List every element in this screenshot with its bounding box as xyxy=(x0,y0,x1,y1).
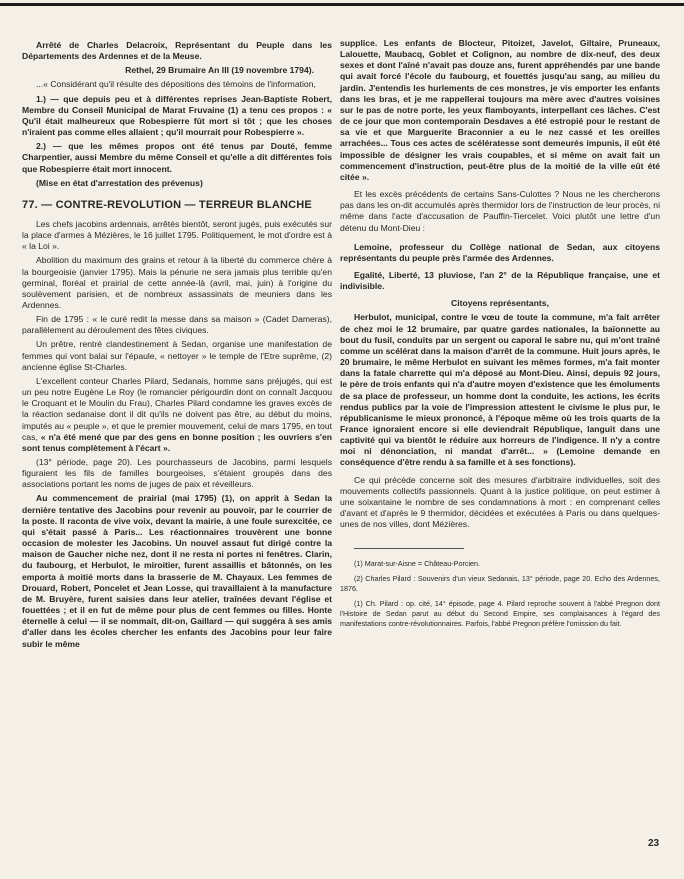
footnote: (1) Marat-sur-Aisne = Château-Porcien. xyxy=(354,559,481,569)
paragraph: Ce qui précède concerne soit des mesures d'arbitraire individuelles, soit des mouvements collectifs passionnels. Quant à la justice politique, on peut estimer à une soixantaine le nombre de ses condamnations à mort : en comprenant celles d'avant et d'après le 9 thermidor, décidées et exécutées à Paris ou dans quelques-unes de nos villes, dont Mézières. xyxy=(340,474,660,530)
letter-dateline: Egalité, Liberté, 13 pluviose, l'an 2° de la République française, une et indivisible. xyxy=(340,269,660,292)
paragraph-text: L'excellent conteur Charles Pilard, Sedanais, homme sans préjugés, qui est un peu notre Eugène Le Roy (le romancier périgourdin dont on connaît Jacquou le Croquant et le Moulin du Frau), Charles Pilard condamne les graves excès de la réaction sedanaise dont il dit qu'ils ne doivent pas être, au début du moins, imputés au « peuple », et que le premier mouvement, celui de mars 1795, en tout cas, xyxy=(22,375,332,442)
footnote: (2) Charles Pilard : Souvenirs d'un vieux Sedanais, 13° période, page 20. Echo des Ardennes, 1876. xyxy=(340,574,660,594)
page-number: 23 xyxy=(648,838,660,849)
section-heading: 77. — CONTRE-REVOLUTION — TERREUR BLANCHE xyxy=(22,198,312,211)
quote: « n'a été mené que par des gens en bonne position ; les ouvriers s'en sont tenus complètement à l'écart ». xyxy=(22,431,332,453)
letter-body: Herbulot, municipal, contre le vœu de toute la commune, m'a fait arrêter de chez moi le 12 brumaire, par quatre gardes nationales, la baïonnette au bout du fusil, conduits par un sergent ou caporal le sabre nu, qui m'ont traîné comme un scélérat dans la maison d'arrêt de la commune. Huit jours après, le 20 brumaire, le même Herbulot en suivant les mêmes formes, m'a fait monter dans la fatale charrette qui m'a déposé au Mont-Dieu. Ainsi, depuis 92 jours, le père de trois enfants qui n'a d'autre moyen d'existence que les émoluments de sa place de professeur, un homme dont la conduite, les actions, les écrits rendus publics par la voie de l'impression attestent le civisme le plus pur, le républicanisme le mieux prononcé, à l'époque même où les trois quarts de la France ignoraient encore si elle deviendrait République, languit dans une captivité qui va bientôt le réduire aux horreurs de l'indigence. Il n'y a contre moi ni dénonciation, ni mandat d'arrêt... » (Lemoine demande en conséquence d'être rendu à sa famille et à ses fonctions). xyxy=(340,312,660,468)
paragraph: Fin de 1795 : « le curé redit la messe dans sa maison » (Cadet Dameras), parallèlement au déroulement des fêtes civiques. xyxy=(22,314,332,336)
paragraph: Un prêtre, rentré clandestinement à Sedan, organise une manifestation de femmes qui vont balai sur l'épaule, « nettoyer » le temple de l'Etre suprême, (2) ancienne église St-Charles. xyxy=(22,339,332,372)
right-column xyxy=(340,38,660,634)
paragraph: Abolition du maximum des grains et retour à la liberté du commerce chère à la bourgeoisie (janvier 1795). Mais la pénurie ne sera jamais plus terrible qu'en germinal, floréal et prairial de cette année-là (avril, mai, juin) à l'origine du soulèvement parisien, et de nombreux assassinats de meuniers dans les Ardennes. xyxy=(22,255,332,310)
decree-title: Arrêté de Charles Delacroix, Représentant du Peuple dans les Départements des Ardennes et de la Meuse. xyxy=(22,40,332,62)
decree-item-1: 1.) — que depuis peu et à différentes reprises Jean-Baptiste Robert, Membre du Conseil Municipal de Marat Fruvaine (1) a tenu ces propos : « Qu'il était malheureux que Robespierre fût mort si tôt ; que les choses n'iraient pas comme elles allaient ; qu'il mourrait pour Robespierre ». xyxy=(22,93,332,138)
letter-salutation: Citoyens représentants, xyxy=(451,298,549,309)
paragraph: (13° période, page 20). Les pourchasseurs de Jacobins, parmi lesquels figuraient les fils de familles bourgeoises, s'étaient groupés dans des associations portant les noms de juges de paix et réveilleurs. xyxy=(22,457,332,490)
decree-preamble: ...« Considérant qu'il résulte des dépositions des témoins de l'information, xyxy=(36,79,316,90)
paragraph xyxy=(22,376,332,454)
decree-item-2: 2.) — que les mêmes propos ont été tenus par Douté, femme Charpentier, aussi Membre du même Conseil et qu'elle a dit différentes fois que Robespierre était mort innocent. xyxy=(22,141,332,174)
decree-outcome: (Mise en état d'arrestation des prévenus) xyxy=(36,177,203,188)
quote-continuation: supplice. Les enfants de Blocteur, Pitoizet, Javelot, Giltaire, Pruneaux, Lalouette, Maubacq, Goblet et Colignon, au nombre de dix-neuf, des deux sexes et dont l'aîné n'avait pas douze ans, furent appréhendés par une bande qui avait forcé l'école du faubourg, et fouettés jusqu'au sang, au milieu du jardin. J'entendis les hurlements de ces monstres, je vis emporter les enfants dans les bras, et je me rappellerai toujours ma mère avec d'autres voisines sur le pas de notre porte, les yeux flamboyants, interpellant ces lâches. C'est de ce jour que mon contemporain Desdaves a été estropié pour le restant de sa vie et que Marguerite Braconnier a eu le nez cassé et les oreilles arrachées... Tous ces actes de scélératesse sont demeurés impunis, il eût été impossible de désigner les vrais coupables, et si même on avait fait un commencement d'instruction, peut-être plus de la moitié de la ville eût été citée ». xyxy=(340,38,660,182)
footnote-divider xyxy=(354,548,464,549)
top-rule xyxy=(0,3,684,6)
paragraph: Et les excès précédents de certains Sans-Culottes ? Nous ne les chercherons pas dans les on-dit accumulés après thermidor lors de l'instruction de leur procès, ni même dans l'acte d'accusation de Pauffin-Tiercelet. Voici plutôt une lettre d'un détenu du Mont-Dieu : xyxy=(340,189,660,233)
quote-block: Au commencement de prairial (mai 1795) (1), on apprit à Sedan la dernière tentative des Jacobins pour revenir au pouvoir, par le courrier de la poste. Il raconta de vive voix, devant la mairie, à une foule surexcitée, ce qui s'était passé à Paris... Les réactionnaires trouvèrent une bonne occasion de molester les Jacobins. Un nouvel assaut fut dirigé contre la maison de Gaucher niche nez, dont il ne resta ni portes ni fenêtres. Clarin, du faubourg, et Herbulot, le miroitier, furent assaillis et bâtonnés, on les emporta à moitié morts dans la brasserie de M. Chayaux. Les femmes de Drouard, Robert, Poncelet et Jean Losse, qui travaillaient à la manufacture de M. Bruyère, furent saisies dans leur atelier, traînées devant l'église et fouettées ; et il en fut de même pour plus de cent femmes ou filles. Honte éternelle à celui — il se nommait, dit-on, Gaillard — qui suggéra à ses amis d'aller dans les écoles chercher les enfants des Jacobins pour leur faire subir le même xyxy=(22,493,332,649)
decree-date: Rethel, 29 Brumaire An III (19 novembre 1794). xyxy=(125,65,314,76)
footnote: (1) Ch. Pilard : op. cité, 14° épisode, page 4. Pilard reproche souvent à l'abbé Pregnon dont l'Histoire de Sedan parut au début du Second Empire, ses complaisances à l'égard des manifestations contre-révolutionnaires. Parfois, l'abbé Pregnon préfère l'omission du fait. xyxy=(340,599,660,629)
letter-heading: Lemoine, professeur du Collège national de Sedan, aux citoyens représentants du peuple près l'armée des Ardennes. xyxy=(340,241,660,263)
paragraph: Les chefs jacobins ardennais, arrêtés bientôt, seront jugés, puis exécutés sur la place d'armes à Mézières, le 16 juillet 1795. Politiquement, le mot d'ordre est à « la Loi ». xyxy=(22,218,332,252)
left-column xyxy=(22,40,332,653)
